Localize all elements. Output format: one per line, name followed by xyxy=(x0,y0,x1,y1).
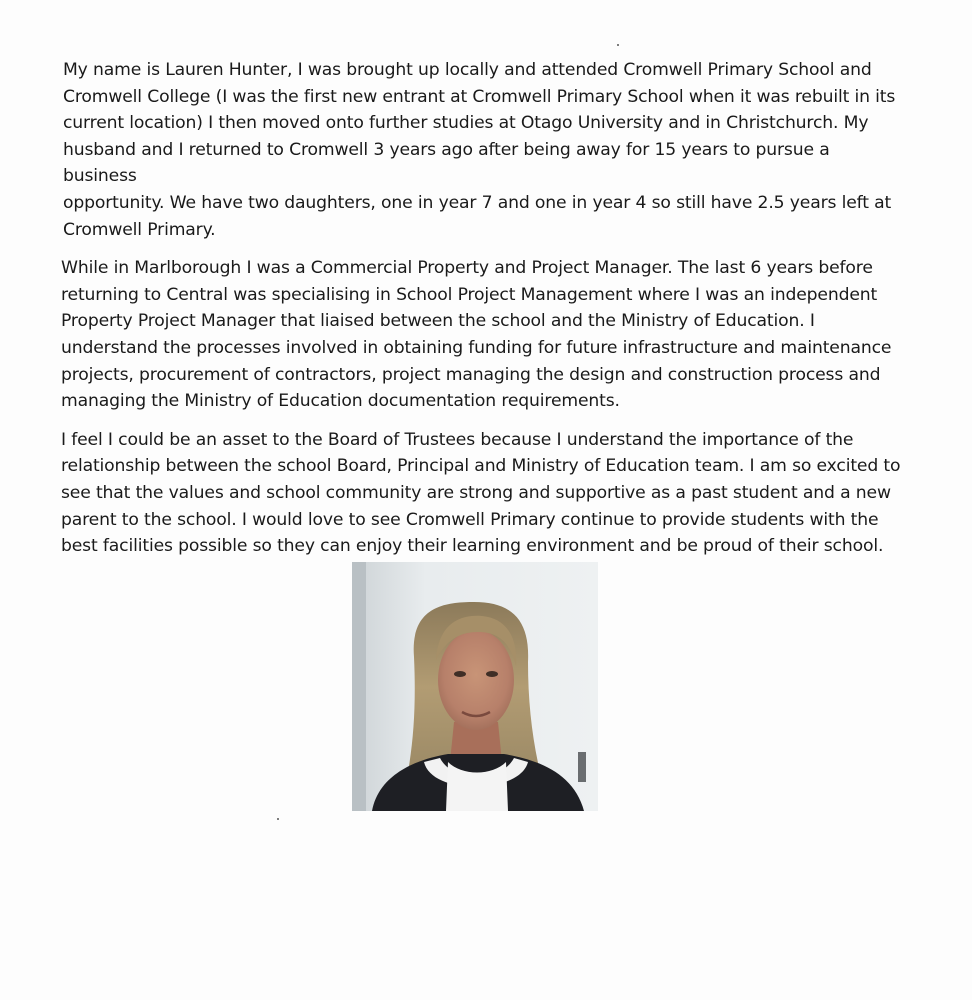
candidate-photo xyxy=(352,562,598,811)
scan-speck xyxy=(617,44,619,46)
portrait-image xyxy=(352,562,598,811)
paragraph-motivation: I feel I could be an asset to the Board of Trustees because I understand the importance of the relationship between the school Board, Principal and Ministry of Education team. I am so excited to see that the values and school community are strong and supportive as a past student and a new parent to the school. I would love to see Cromwell Primary continue to provide students with the best facilities possible so they can enjoy their learning environment and be proud of their school. xyxy=(61,429,901,557)
paragraph-experience: While in Marlborough I was a Commercial Property and Project Manager. The last 6 years before returning to Central was specialising in School Project Management where I was an independent Property Project Manager that liaised between the school and the Ministry of Education. I understand the processes involved in obtaining funding for future infrastructure and maintenance projects, procurement of contractors, project managing the design and construction process and managing the Ministry of Education documentation requirements. xyxy=(61,258,892,412)
scan-speck xyxy=(277,818,279,820)
paragraph-background: My name is Lauren Hunter, I was brought up locally and attended Cromwell Primary School and Cromwell College (I was the first new entrant at Cromwell Primary School when it was rebuilt in its current location) I then moved onto further studies at Otago University and in Christchurch. My husband and I returned to Cromwell 3 years ago after being away for 15 years to pursue a business opportunity. We have two daughters, one in year 7 and one in year 4 so still have 2.5 years left at Cromwell Primary. xyxy=(63,60,896,240)
candidate-statement xyxy=(61,57,901,572)
